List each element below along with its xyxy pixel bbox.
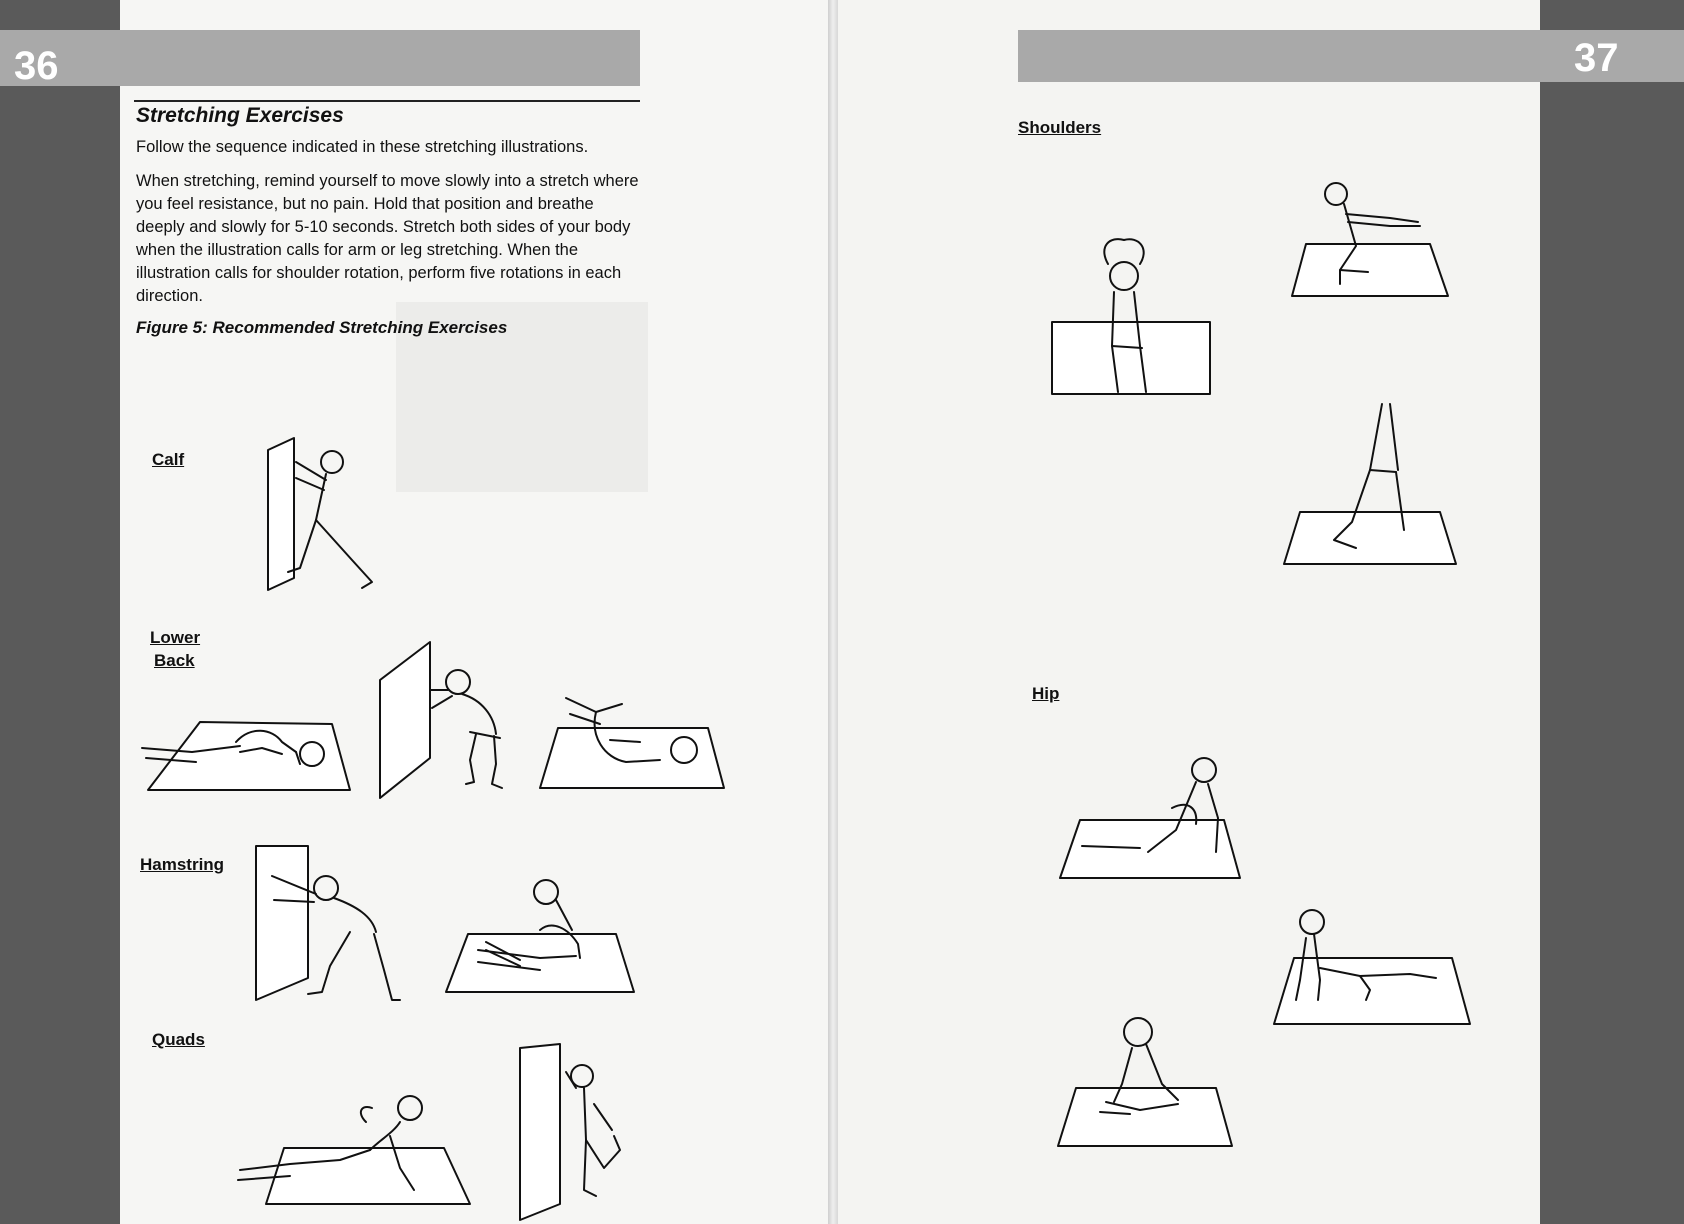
hip-lunge-figure: [1274, 910, 1470, 1024]
intro-text: Follow the sequence indicated in these stretching illustrations.: [136, 138, 589, 156]
page-number-left: 36: [14, 44, 59, 88]
lower-back-wall-figure: [380, 642, 502, 798]
body-paragraph: When stretching, remind yourself to move slowly into a stretch where you feel resistance, but no pain. Hold that position and breathe deeply and slowly for 5-10 seconds. Stretch both sides of your body when the illustration calls for arm or leg stretching. When the illustration calls for shoulder rotation, perform five rotations in each direction.: [136, 172, 639, 305]
figure-caption: Figure 5: Recommended Stretching Exercises: [136, 318, 508, 337]
hamstring-seated-figure: [446, 880, 634, 992]
label-shoulders: Shoulders: [1018, 118, 1102, 137]
hamstring-wall-figure: [256, 846, 400, 1000]
label-quads: Quads: [152, 1030, 205, 1049]
lower-back-lying-figure: [142, 722, 350, 790]
page-title: Stretching Exercises: [136, 104, 344, 127]
shoulders-kneeling-figure: [1292, 183, 1448, 296]
shoulders-seated-figure: [1284, 404, 1456, 564]
label-back: Back: [154, 651, 195, 670]
lower-back-rock-figure: [540, 698, 724, 788]
hip-seated-twist-figure: [1060, 758, 1240, 878]
shoulders-standing-figure: [1052, 239, 1210, 394]
page-number-right: 37: [1574, 36, 1619, 80]
calf-stretch-figure: [268, 438, 372, 590]
quads-standing-figure: [520, 1044, 620, 1220]
label-hamstring: Hamstring: [140, 855, 225, 874]
hip-butterfly-figure: [1058, 1018, 1232, 1146]
label-lower: Lower: [150, 628, 201, 647]
quads-lying-figure: [238, 1096, 470, 1204]
label-hip: Hip: [1032, 684, 1060, 703]
label-calf: Calf: [152, 450, 185, 469]
